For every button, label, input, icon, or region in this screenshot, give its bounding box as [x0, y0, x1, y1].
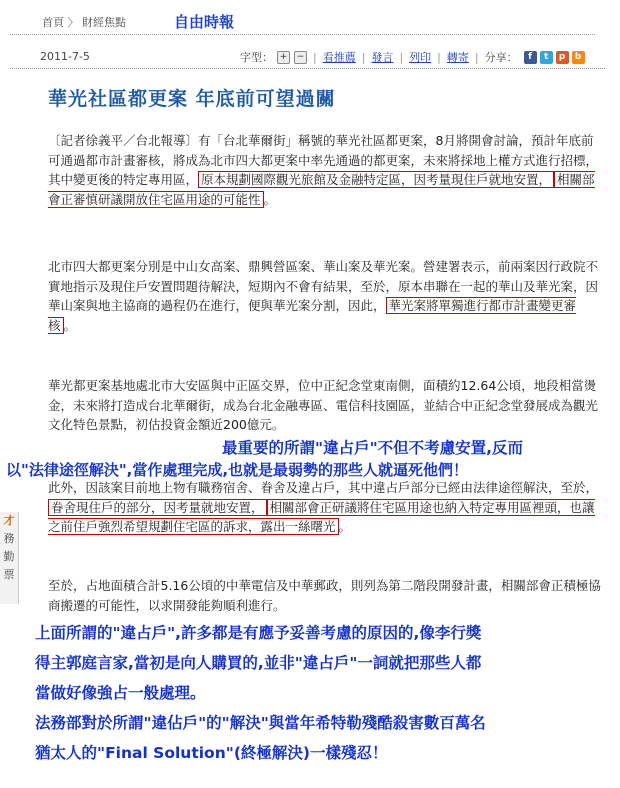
paragraph-end: 。 [263, 191, 277, 207]
side-ad-char: 務 [3, 532, 15, 545]
divider: | [437, 50, 441, 64]
bookmark-icon[interactable]: b [572, 51, 585, 64]
side-ad-char: 才 [3, 514, 15, 527]
font-size-label: 字型： [240, 51, 273, 64]
side-ad-strip[interactable] [0, 512, 19, 604]
paragraph-text: 北市四大都更案分別是中山女高案、鼎興營區案、華山案及華光案。營建署表示，前兩案因行政院不實地指示及現住戶安置問題待解決，短期內不會有結果，至於，原本串聯在一起的華山及華光案，因華山案與地主協商的過程仍在進行，便與華光案分割，因此， [48, 259, 599, 313]
comment-link[interactable]: 發言 [371, 51, 394, 64]
divider: | [313, 50, 317, 64]
print-link[interactable]: 列印 [409, 51, 432, 64]
highlighted-text: 原本規劃國際觀光旅館及金融特定區，因考量現住戶就地安置， [198, 171, 554, 188]
comment-line: 上面所謂的"違占戶",許多都是有應予妥善考慮的原因的,像李行獎 [35, 624, 482, 642]
article-paragraph-1 [48, 131, 604, 209]
article-toolbar [10, 46, 605, 69]
divider: | [361, 50, 366, 64]
article-paragraph-3: 華光都更案基地處北市大安區與中正區交界，位中正紀念堂東南側，面積約12.64公頃，地段相當燙金，未來將打造成台北華爾街，成為台北金融專區、電信科技園區，並結合中正紀念堂發展成為觀光文化特色景點，初估投資金額近200億元。 [48, 378, 599, 432]
twitter-icon[interactable]: t [540, 51, 553, 64]
article-paragraph-5: 至於，占地面積合計5.16公頃的中華電信及中華郵政，則列為第二階段開發計畫，相關部會正積極協商搬遷的可能性，以求開發能夠順利進行。 [48, 578, 601, 613]
divider: | [474, 50, 479, 64]
breadcrumb-bar [10, 8, 595, 35]
plurk-icon[interactable]: p [556, 51, 569, 64]
font-decrease-button[interactable]: − [294, 51, 307, 64]
highlighted-text: 相關部會正研議將住宅區用途也納入特定專用區裡頭，也讓之前住戶強烈希望規劃住宅區的訴求，露出一絲曙光 [48, 499, 595, 534]
side-ad-char: 票 [3, 568, 15, 581]
share-icons [524, 51, 585, 64]
breadcrumb-separator: 〉 [67, 16, 79, 29]
font-increase-button[interactable]: + [277, 51, 290, 64]
highlighted-text: 眷舍現住戶的部分，因考量就地安置， [48, 499, 267, 516]
paragraph-text: 〔記者徐義平／台北報導〕有「台北華爾街」稱號的華光社區都更案，8月將開會討論，預計年底前可通過都市計畫審核，將成為北市四大都更案中率先通過的都更案，未來將採地上權方式進行招標，其中變更後的特定專用區， [48, 133, 599, 187]
comment-line: 以"法律途徑解決",當作處理完成,也就是最弱勢的那些人就逼死他們！ [6, 461, 469, 479]
comment-line: 法務部對於所謂"違佔戶"的"解決"與當年希特勒殘酷殺害數百萬名 [35, 714, 486, 732]
article-date: 2011-7-5 [40, 50, 90, 63]
breadcrumb-home[interactable]: 首頁 [42, 16, 64, 29]
facebook-icon[interactable]: f [524, 51, 537, 64]
article-paragraph-2 [48, 257, 604, 335]
paragraph-text: 此外，因該案目前地上物有職務宿舍、眷舍及違占戶，其中違占戶部分已經由法律途徑解決，至於， [48, 480, 599, 495]
highlighted-text: 相關部會正審慎研議開放住宅區用途的可能性 [48, 172, 595, 207]
site-title: 自由時報 [174, 13, 235, 31]
paragraph-end: 。 [63, 317, 77, 333]
comment-line: 得主郭庭言家,當初是向人購買的,並非"違占戶"一詞就把那些人都 [35, 654, 482, 672]
divider: | [399, 50, 404, 64]
breadcrumb [42, 14, 126, 30]
article-title: 華光社區都更案 年底前可望過關 [48, 88, 336, 110]
tools-group [240, 49, 585, 65]
share-label: 分享： [484, 51, 518, 64]
forward-link[interactable]: 轉寄 [446, 51, 469, 64]
paragraph-end: 。 [338, 519, 352, 534]
recommend-link[interactable]: 看推薦 [322, 51, 356, 64]
comment-line: 猶太人的"Final Solution"(終極解決)一樣殘忍！ [35, 744, 388, 762]
comment-line: 最重要的所謂"違占戶"不但不考慮安置,反而 [222, 439, 524, 457]
comment-line: 當做好像強占一般處理。 [35, 684, 206, 702]
breadcrumb-section[interactable]: 財經焦點 [82, 16, 126, 29]
side-ad-char: 勤 [3, 550, 15, 563]
highlighted-text: 華光案將單獨進行都市計畫變更審核 [48, 298, 577, 333]
article-paragraph-4 [48, 478, 604, 537]
comment-block [35, 618, 615, 768]
